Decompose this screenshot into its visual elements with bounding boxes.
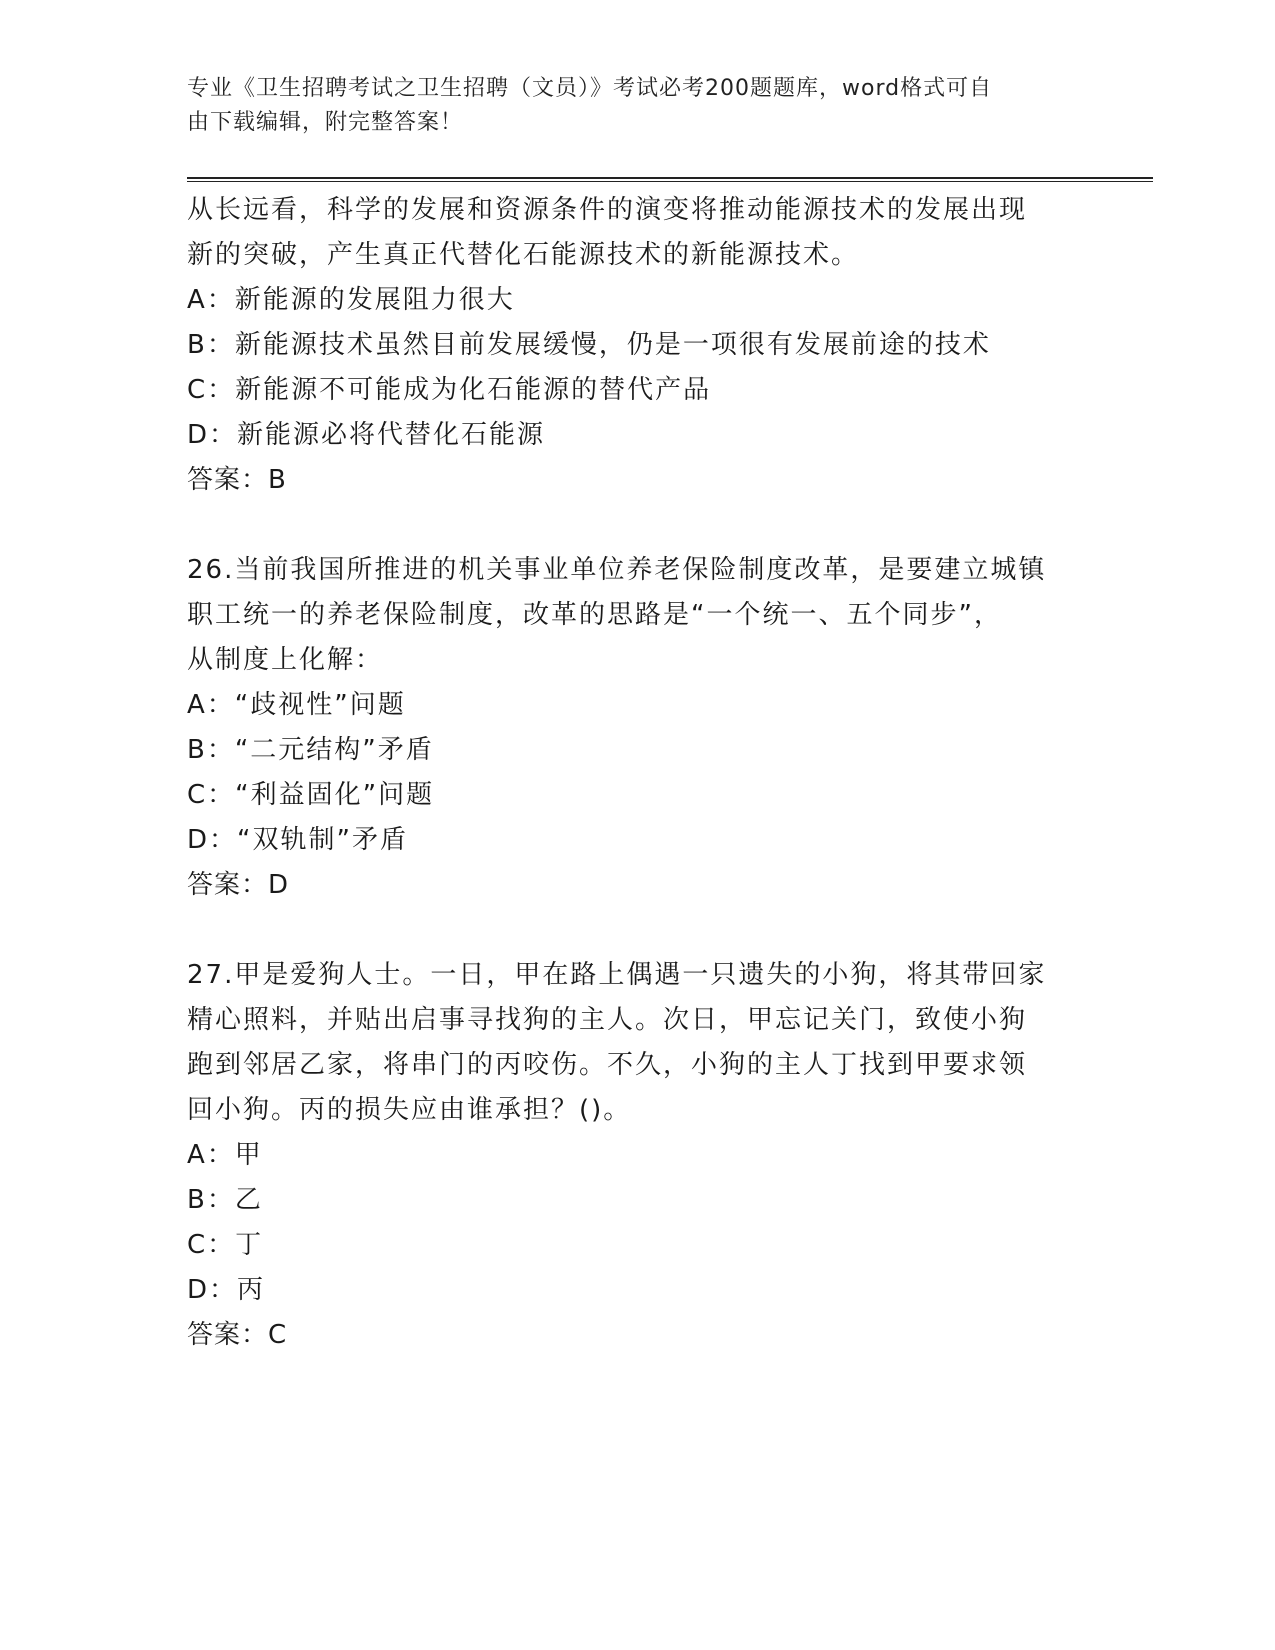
- question-stem-line: 精心照料，并贴出启事寻找狗的主人。次日，甲忘记关门，致使小狗: [187, 1005, 1028, 1035]
- header-line-1: 专业《卫生招聘考试之卫生招聘（文员）》考试必考200题题库，word格式可自: [187, 76, 993, 101]
- option-b: B：“二元结构”矛盾: [187, 735, 434, 765]
- answer-line: 答案：B: [187, 465, 287, 495]
- question-stem-line: 从制度上化解：: [187, 645, 384, 675]
- option-d: D：“双轨制”矛盾: [187, 825, 408, 855]
- option-a: A：新能源的发展阻力很大: [187, 285, 515, 315]
- option-a: A：“歧视性”问题: [187, 690, 406, 720]
- question-27: [187, 953, 1087, 1358]
- header-divider-thin: [187, 181, 1153, 182]
- answer-line: 答案：C: [187, 1320, 288, 1350]
- question-stem-line: 回小狗。丙的损失应由谁承担？()。: [187, 1095, 632, 1125]
- question-stem-line: 26.当前我国所推进的机关事业单位养老保险制度改革，是要建立城镇: [187, 555, 1047, 585]
- document-header: [187, 72, 1067, 140]
- question-stem-line: 跑到邻居乙家，将串门的丙咬伤。不久，小狗的主人丁找到甲要求领: [187, 1050, 1028, 1080]
- header-divider-thick: [187, 177, 1153, 179]
- question-list: [187, 188, 1087, 1358]
- header-line-2: 由下载编辑，附完整答案！: [187, 110, 464, 135]
- spacer: [187, 908, 1087, 953]
- option-c: C：新能源不可能成为化石能源的替代产品: [187, 375, 712, 405]
- question-stem-line: 27.甲是爱狗人士。一日，甲在路上偶遇一只遗失的小狗，将其带回家: [187, 960, 1047, 990]
- option-b: B：新能源技术虽然目前发展缓慢，仍是一项很有发展前途的技术: [187, 330, 991, 360]
- option-a: A：甲: [187, 1140, 263, 1170]
- question-stem-line: 新的突破，产生真正代替化石能源技术的新能源技术。: [187, 240, 860, 270]
- question-26: [187, 548, 1087, 908]
- option-b: B：乙: [187, 1185, 263, 1215]
- option-d: D：新能源必将代替化石能源: [187, 420, 546, 450]
- spacer: [187, 503, 1087, 548]
- question-stem-line: 从长远看，科学的发展和资源条件的演变将推动能源技术的发展出现: [187, 195, 1028, 225]
- answer-line: 答案：D: [187, 870, 290, 900]
- option-c: C：丁: [187, 1230, 264, 1260]
- question-stem-line: 职工统一的养老保险制度，改革的思路是“一个统一、五个同步”，: [187, 600, 1002, 630]
- option-c: C：“利益固化”问题: [187, 780, 435, 810]
- option-d: D：丙: [187, 1275, 266, 1305]
- question-25: [187, 188, 1087, 503]
